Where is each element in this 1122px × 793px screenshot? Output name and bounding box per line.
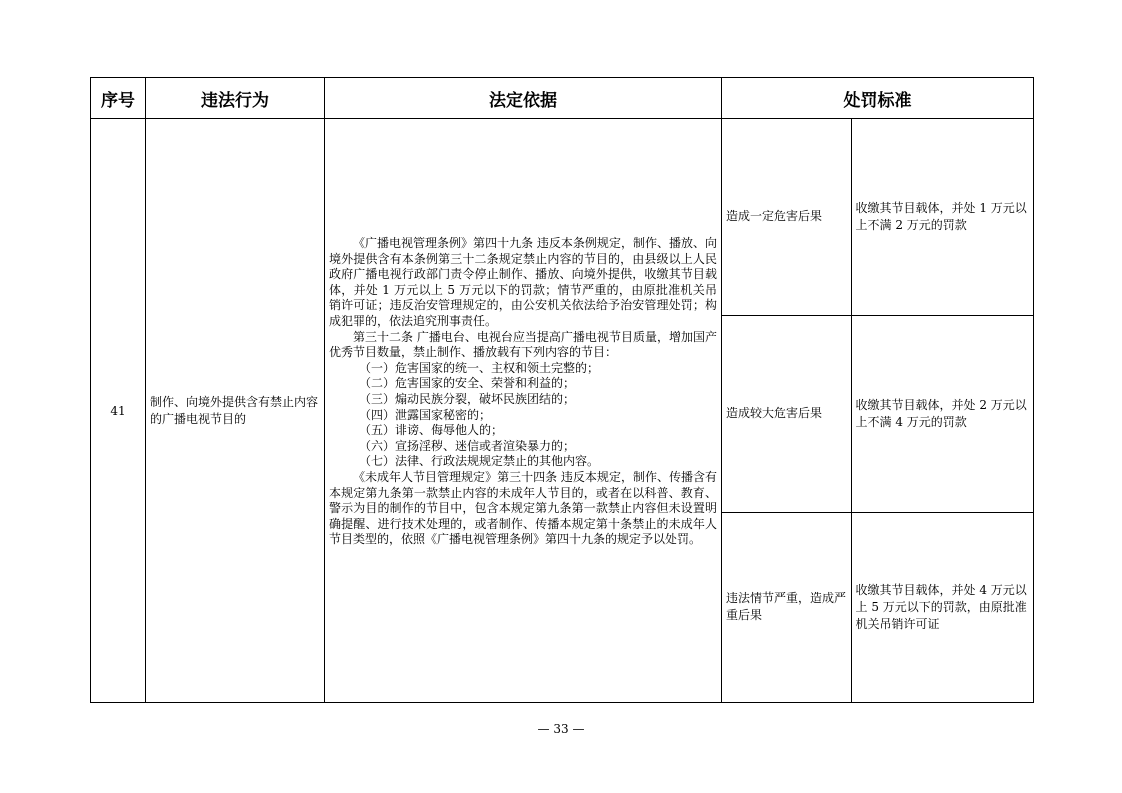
header-row bbox=[91, 78, 1034, 119]
basis-item: （七）法律、行政法规规定禁止的其他内容。 bbox=[359, 454, 600, 469]
header-number: 序号 bbox=[91, 78, 146, 119]
table-row bbox=[91, 119, 1034, 703]
basis-item: （六）宣扬淫秽、迷信或者渲染暴力的； bbox=[359, 438, 576, 453]
basis-paragraph: 第三十二条 广播电台、电视台应当提高广播电视节目质量，增加国产优秀节目数量，禁止制作、播放载有下列内容的节目： bbox=[329, 329, 717, 360]
basis-paragraph: 《广播电视管理条例》第四十九条 违反本条例规定，制作、播放、向境外提供含有本条例第三十二条规定禁止内容的节目的，由县级以上人民政府广播电视行政部门责令停止制作、播放、向境外提供，收缴其节目载体，并处 1 万元以上 5 万元以下的罚款；情节严重的，由原批准机关吊销许可证；违反治安管理规定的，由公安机关依法给予治安管理处罚；构成犯罪的，依法追究刑事责任。 bbox=[329, 236, 717, 328]
basis-paragraph: 《未成年人节目管理规定》第三十四条 违反本规定，制作、传播含有本规定第九条第一款禁止内容的未成年人节目的，或者在以科普、教育、警示为目的制作的节目中，包含本规定第九条第一款禁止内容但未设置明确提醒、进行技术处理的，或者制作、传播本规定第十条禁止的未成年人节目类型的，依照《广播电视管理条例》第四十九条的规定予以处罚。 bbox=[329, 469, 717, 547]
penalty-condition: 造成较大危害后果 bbox=[722, 315, 851, 512]
basis-item: （四）泄露国家秘密的； bbox=[359, 407, 492, 422]
penalty-standards bbox=[722, 119, 1034, 703]
basis-item: （一）危害国家的统一、主权和领土完整的； bbox=[359, 360, 600, 375]
header-basis: 法定依据 bbox=[325, 78, 722, 119]
penalty-standard: 收缴其节目载体，并处 1 万元以上不满 2 万元的罚款 bbox=[851, 119, 1034, 315]
penalty-subtable bbox=[722, 119, 1034, 702]
violation-text: 制作、向境外提供含有禁止内容的广播电视节目的 bbox=[146, 119, 325, 703]
basis-item: （五）诽谤、侮辱他人的； bbox=[359, 423, 504, 438]
penalty-table bbox=[90, 77, 1034, 703]
penalty-row bbox=[722, 119, 1034, 315]
header-violation: 违法行为 bbox=[146, 78, 325, 119]
penalty-row bbox=[722, 512, 1034, 702]
penalty-row bbox=[722, 315, 1034, 512]
header-penalty: 处罚标准 bbox=[722, 78, 1034, 119]
penalty-condition: 造成一定危害后果 bbox=[722, 119, 851, 315]
penalty-condition: 违法情节严重，造成严重后果 bbox=[722, 512, 851, 702]
basis-item: （三）煽动民族分裂，破坏民族团结的； bbox=[359, 391, 576, 406]
row-number: 41 bbox=[91, 119, 146, 703]
penalty-standard: 收缴其节目载体，并处 2 万元以上不满 4 万元的罚款 bbox=[851, 315, 1034, 512]
page-number: — 33 — bbox=[537, 722, 585, 736]
basis-item: （二）危害国家的安全、荣誉和利益的； bbox=[359, 376, 576, 391]
legal-basis bbox=[325, 119, 722, 703]
penalty-standard: 收缴其节目载体，并处 4 万元以上 5 万元以下的罚款，由原批准机关吊销许可证 bbox=[855, 582, 1027, 631]
